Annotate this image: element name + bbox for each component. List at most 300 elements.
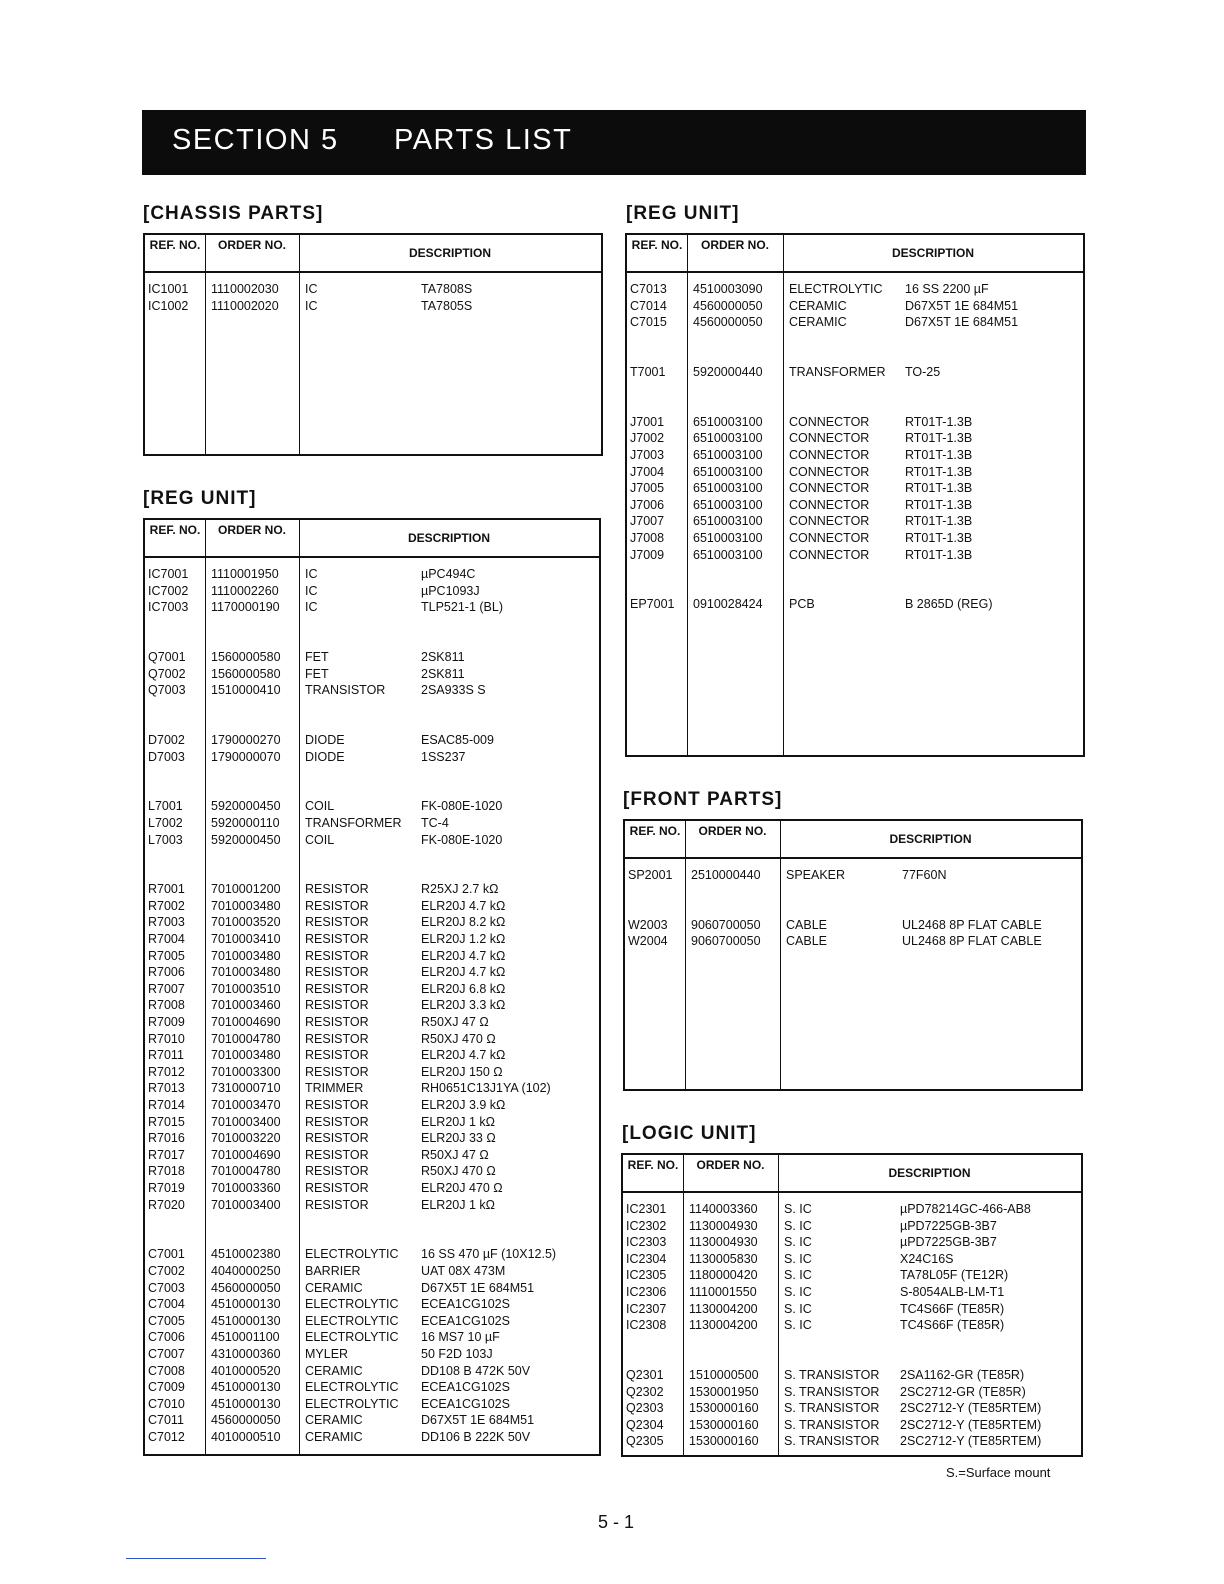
part-desc: IC [305,282,318,296]
part-order: 1530000160 [689,1401,759,1416]
part-ref: D7003 [148,749,185,764]
part-order: 7310000710 [211,1081,281,1096]
part-desc: COIL [305,832,335,847]
part-ref: W2004 [628,934,668,949]
part-desc: RESISTOR [305,1015,369,1030]
part-ref: R7005 [148,948,185,963]
description-header: DESCRIPTION [891,246,974,260]
order-no-header: ORDER NO. [217,523,286,537]
part-order: 4510000130 [211,1313,281,1328]
part-order: 7010003480 [211,1048,281,1063]
part-desc: S. IC [784,1202,812,1216]
part-desc: IC [305,298,318,313]
part-value: DD108 B 472K 50V [421,1363,531,1378]
order-no-header: ORDER NO. [217,238,286,252]
part-value: X24C16S [900,1251,954,1266]
table-row [145,1429,599,1446]
part-order: 1530000160 [689,1417,759,1432]
ref-no-header: REF. NO. [627,1158,679,1172]
reg-unit-continued-title: [REG UNIT] [626,203,740,224]
ref-no-header: REF. NO. [149,238,201,252]
table-row [627,414,1083,431]
table-row [145,1097,599,1114]
part-order: 7010003480 [211,898,281,913]
table-row [627,596,1083,613]
part-desc: RESISTOR [305,932,369,947]
part-desc: CONNECTOR [789,547,870,562]
part-order: 5920000450 [211,832,281,847]
part-desc: ELECTROLYTIC [305,1247,399,1262]
part-order: 1110002030 [211,282,279,296]
table-row [145,281,601,298]
part-value: D67X5T 1E 684M51 [421,1280,535,1295]
part-order: 4010000510 [211,1429,281,1444]
part-order: 4010000520 [211,1363,281,1378]
table-row [145,1114,599,1131]
table-body [145,281,601,314]
part-desc: TRIMMER [305,1081,364,1096]
part-ref: C7007 [148,1346,185,1361]
part-order: 1170000190 [211,600,280,615]
table-row [627,298,1083,315]
part-value: ELR20J 4.7 kΩ [421,948,506,963]
front-parts-title: [FRONT PARTS] [623,789,783,810]
part-ref: IC2307 [626,1301,667,1316]
part-value: R50XJ 470 Ω [421,1164,496,1179]
part-order: 1130004200 [689,1301,758,1316]
table-row [145,1329,599,1346]
part-ref: IC2305 [626,1268,667,1283]
row-spacer [627,580,1083,597]
part-ref: D7002 [148,732,185,747]
part-ref: IC2301 [626,1202,667,1216]
part-desc: TRANSFORMER [789,364,886,379]
description-header: DESCRIPTION [408,246,491,260]
part-value: R50XJ 470 Ω [421,1031,496,1046]
table-row [627,464,1083,481]
part-desc: S. IC [784,1268,812,1283]
part-ref: J7007 [630,514,665,529]
part-value: ELR20J 1 kΩ [421,1114,495,1129]
table-row [145,1379,599,1396]
part-desc: IC [305,600,318,615]
part-value: ESAC85-009 [421,732,494,747]
part-order: 1530000160 [689,1434,759,1449]
part-ref: C7015 [630,315,667,330]
part-ref: T7001 [630,364,666,379]
table-row [145,815,599,832]
part-order: 1110002020 [211,298,279,313]
part-value: RT01T-1.3B [905,481,973,496]
part-ref: C7002 [148,1263,185,1278]
part-ref: Q2305 [626,1434,664,1449]
part-value: D67X5T 1E 684M51 [905,315,1019,330]
part-value: ECEA1CG102S [421,1297,510,1312]
part-ref: J7008 [630,530,665,545]
chassis-parts-table [143,233,603,456]
reg-unit-table [143,518,601,1456]
part-desc: TRANSFORMER [305,815,402,830]
part-order: 1510000410 [211,683,281,698]
part-ref: J7004 [630,464,665,479]
table-row [145,732,599,749]
table-row [145,1263,599,1280]
part-value: TC-4 [421,815,449,830]
part-order: 1110001550 [689,1284,757,1299]
part-desc: CERAMIC [305,1280,363,1295]
part-order: 1530001950 [689,1384,759,1399]
part-order: 7010001200 [211,882,281,897]
part-desc: RESISTOR [305,1098,369,1112]
table-body [627,281,1083,613]
ref-no-header: REF. NO. [631,238,683,252]
table-row [145,914,599,931]
part-value: 16 SS 470 µF (10X12.5) [421,1247,557,1262]
table-row [145,898,599,915]
ref-no-header: REF. NO. [629,824,681,838]
part-ref: C7011 [148,1413,184,1428]
part-desc: ELECTROLYTIC [305,1396,399,1411]
table-row [145,649,599,666]
table-row [145,1412,599,1429]
part-ref: Q7003 [148,683,186,698]
part-ref: C7005 [148,1313,185,1328]
part-ref: R7003 [148,915,185,930]
part-desc: RESISTOR [305,915,369,930]
row-spacer [625,884,1081,901]
table-row [145,1064,599,1081]
part-ref: IC7003 [148,600,189,615]
section-label: SECTION 5 [172,124,339,156]
part-order: 7010004780 [211,1164,281,1179]
table-row [145,832,599,849]
part-desc: S. IC [784,1218,812,1233]
part-ref: R7017 [148,1147,185,1162]
part-value: TA78L05F (TE12R) [900,1268,1009,1283]
part-desc: RESISTOR [305,1131,369,1146]
part-desc: RESISTOR [305,998,369,1013]
part-ref: Q2303 [626,1401,664,1416]
part-ref: Q7002 [148,666,186,681]
part-order: 7010003470 [211,1098,281,1112]
part-desc: CONNECTOR [789,431,870,446]
part-value: RH0651C13J1YA (102) [421,1081,551,1096]
table-row [623,1284,1081,1301]
part-value: UAT 08X 473M [421,1263,506,1278]
part-value: D67X5T 1E 684M51 [905,298,1019,313]
part-desc: MYLER [305,1346,349,1361]
part-desc: RESISTOR [305,1197,369,1212]
table-row [623,1251,1081,1268]
column-divider [685,821,686,1089]
part-value: RT01T-1.3B [905,547,973,562]
part-ref: J7009 [630,547,665,562]
column-divider [780,821,781,1089]
page-number: 5 - 1 [598,1512,635,1532]
part-desc: TRANSISTOR [305,683,386,698]
part-ref: IC2306 [626,1284,667,1299]
part-ref: J7002 [630,431,665,446]
part-desc: IC [305,567,318,581]
row-spacer [145,765,599,782]
part-order: 4560000050 [693,298,763,313]
part-order: 1110001950 [211,567,279,581]
part-order: 7010003480 [211,948,281,963]
part-value: R50XJ 47 Ω [421,1015,489,1030]
part-desc: RESISTOR [305,1031,369,1046]
part-ref: L7002 [148,815,183,830]
part-order: 4560000050 [211,1280,281,1295]
part-order: 7010003220 [211,1131,281,1146]
part-desc: CONNECTOR [789,530,870,545]
part-desc: RESISTOR [305,1180,369,1195]
part-ref: R7018 [148,1164,185,1179]
part-desc: CERAMIC [305,1363,363,1378]
part-value: UL2468 8P FLAT CABLE [902,917,1042,932]
part-order: 9060700050 [691,917,761,932]
row-spacer [627,331,1083,348]
part-ref: R7001 [148,882,185,897]
part-value: µPD7225GB-3B7 [900,1235,997,1250]
part-value: R25XJ 2.7 kΩ [421,882,499,897]
part-value: ELR20J 8.2 kΩ [421,915,506,930]
part-ref: Q2304 [626,1417,664,1432]
part-value: 2SC2712-GR (TE85R) [900,1384,1026,1399]
chassis-parts-title: [CHASSIS PARTS] [143,203,324,224]
row-spacer [145,865,599,882]
row-spacer [145,1230,599,1247]
part-order: 9060700050 [691,934,761,949]
table-row [145,948,599,965]
part-value: 77F60N [902,868,947,882]
part-ref: R7014 [148,1098,185,1112]
row-spacer [623,1350,1081,1367]
table-row [145,666,599,683]
row-spacer [145,848,599,865]
part-value: 2SC2712-Y (TE85RTEM) [900,1434,1042,1449]
table-row [145,997,599,1014]
part-desc: SPEAKER [786,868,846,882]
part-order: 6510003100 [693,514,763,529]
part-value: TA7808S [421,282,473,296]
table-row [145,682,599,699]
part-desc: RESISTOR [305,882,369,897]
part-value: 2SA933S S [421,683,486,698]
table-row [145,964,599,981]
part-ref: C7006 [148,1330,185,1345]
table-row [623,1301,1081,1318]
table-row [145,599,599,616]
part-order: 1130004930 [689,1235,758,1250]
table-row [145,1180,599,1197]
description-header: DESCRIPTION [888,1166,971,1180]
part-value: 16 SS 2200 µF [905,282,989,296]
part-desc: FET [305,666,329,681]
table-row [145,1363,599,1380]
table-row [623,1417,1081,1434]
reg-unit-continued-table [625,233,1085,757]
part-desc: ELECTROLYTIC [305,1297,399,1312]
part-order: 7010003410 [211,932,281,947]
part-value: ECEA1CG102S [421,1396,510,1411]
part-desc: S. TRANSISTOR [784,1434,880,1449]
part-desc: BARRIER [305,1263,361,1278]
table-row [145,1014,599,1031]
part-desc: ELECTROLYTIC [305,1380,399,1395]
row-spacer [145,616,599,633]
part-order: 1560000580 [211,649,281,664]
part-order: 1560000580 [211,666,281,681]
part-ref: SP2001 [628,868,673,882]
part-desc: S. TRANSISTOR [784,1417,880,1432]
table-row [627,281,1083,298]
part-desc: CABLE [786,934,827,949]
row-spacer [145,1213,599,1230]
part-value: RT01T-1.3B [905,514,973,529]
description-header: DESCRIPTION [407,531,490,545]
table-row [623,1201,1081,1218]
table-row [623,1433,1081,1450]
surface-mount-footnote: S.=Surface mount [946,1465,1051,1480]
part-value: RT01T-1.3B [905,530,973,545]
part-desc: RESISTOR [305,981,369,996]
part-value: ELR20J 1.2 kΩ [421,932,506,947]
table-row [145,798,599,815]
part-desc: RESISTOR [305,1114,369,1129]
table-body [623,1201,1081,1450]
part-desc: CERAMIC [305,1413,363,1428]
part-desc: RESISTOR [305,948,369,963]
part-desc: CERAMIC [305,1429,363,1444]
part-order: 1790000070 [211,749,281,764]
part-ref: C7003 [148,1280,185,1295]
row-spacer [623,1334,1081,1351]
part-order: 7010003360 [211,1180,281,1195]
part-desc: CERAMIC [789,298,847,313]
part-desc: S. IC [784,1251,812,1266]
part-ref: IC2304 [626,1251,667,1266]
part-ref: L7003 [148,832,183,847]
part-desc: ELECTROLYTIC [789,282,883,296]
part-ref: J7005 [630,481,665,496]
part-ref: R7016 [148,1131,185,1146]
part-ref: R7009 [148,1015,185,1030]
part-order: 1510000500 [689,1367,759,1382]
table-row [625,867,1081,884]
part-ref: R7007 [148,981,185,996]
logic-unit-table [621,1153,1083,1457]
part-desc: CONNECTOR [789,464,870,479]
part-ref: IC2303 [626,1235,667,1250]
table-row [627,364,1083,381]
part-desc: DIODE [305,749,345,764]
table-row [145,881,599,898]
part-value: UL2468 8P FLAT CABLE [902,934,1042,949]
part-desc: S. IC [784,1301,812,1316]
table-row [145,1396,599,1413]
part-value: FK-080E-1020 [421,799,503,814]
part-order: 4510000130 [211,1396,281,1411]
part-ref: Q2302 [626,1384,664,1399]
part-desc: RESISTOR [305,1164,369,1179]
part-order: 0910028424 [693,597,763,612]
part-value: DD106 B 222K 50V [421,1429,531,1444]
part-desc: RESISTOR [305,965,369,980]
row-spacer [627,397,1083,414]
table-row [145,981,599,998]
table-row [627,513,1083,530]
part-desc: S. TRANSISTOR [784,1367,880,1382]
table-body [625,867,1081,950]
part-desc: RESISTOR [305,898,369,913]
table-body [145,566,599,1445]
part-order: 1130004200 [689,1318,758,1333]
part-ref: EP7001 [630,597,675,612]
part-ref: C7012 [148,1429,185,1444]
part-order: 7010003300 [211,1064,281,1079]
part-order: 4510003090 [693,282,763,296]
table-row [627,480,1083,497]
part-value: ELR20J 470 Ω [421,1180,503,1195]
order-no-header: ORDER NO. [696,1158,765,1172]
part-order: 6510003100 [693,547,763,562]
part-order: 1130005830 [689,1251,758,1266]
part-order: 6510003100 [693,481,763,496]
part-ref: IC1002 [148,298,189,313]
row-spacer [145,632,599,649]
table-row [625,917,1081,934]
part-ref: R7006 [148,965,185,980]
part-ref: C7014 [630,298,667,313]
table-row [623,1317,1081,1334]
part-order: 6510003100 [693,464,763,479]
table-row [627,447,1083,464]
part-ref: IC7001 [148,567,189,581]
description-header: DESCRIPTION [889,832,972,846]
row-spacer [627,563,1083,580]
table-row [623,1234,1081,1251]
part-desc: S. IC [784,1318,812,1333]
part-desc: S. IC [784,1235,812,1250]
part-value: B 2865D (REG) [905,597,993,612]
part-ref: R7010 [148,1031,185,1046]
table-row [145,1313,599,1330]
row-spacer [145,782,599,799]
part-ref: R7004 [148,932,185,947]
part-desc: CONNECTOR [789,514,870,529]
part-desc: COIL [305,799,335,814]
part-order: 4040000250 [211,1263,281,1278]
part-value: RT01T-1.3B [905,414,973,429]
part-ref: C7010 [148,1396,185,1411]
part-value: ELR20J 6.8 kΩ [421,981,506,996]
part-order: 5920000110 [211,815,280,830]
part-value: 2SK811 [421,649,465,664]
part-ref: C7009 [148,1380,185,1395]
part-value: RT01T-1.3B [905,447,973,462]
part-ref: J7003 [630,447,665,462]
part-ref: R7002 [148,898,185,913]
part-ref: R7008 [148,998,185,1013]
part-value: 2SC2712-Y (TE85RTEM) [900,1417,1042,1432]
part-order: 7010004690 [211,1147,281,1162]
part-order: 4310000360 [211,1346,281,1361]
part-value: ELR20J 4.7 kΩ [421,965,506,980]
part-value: ELR20J 150 Ω [421,1064,503,1079]
part-ref: W2003 [628,917,668,932]
part-ref: L7001 [148,799,183,814]
table-row [623,1384,1081,1401]
